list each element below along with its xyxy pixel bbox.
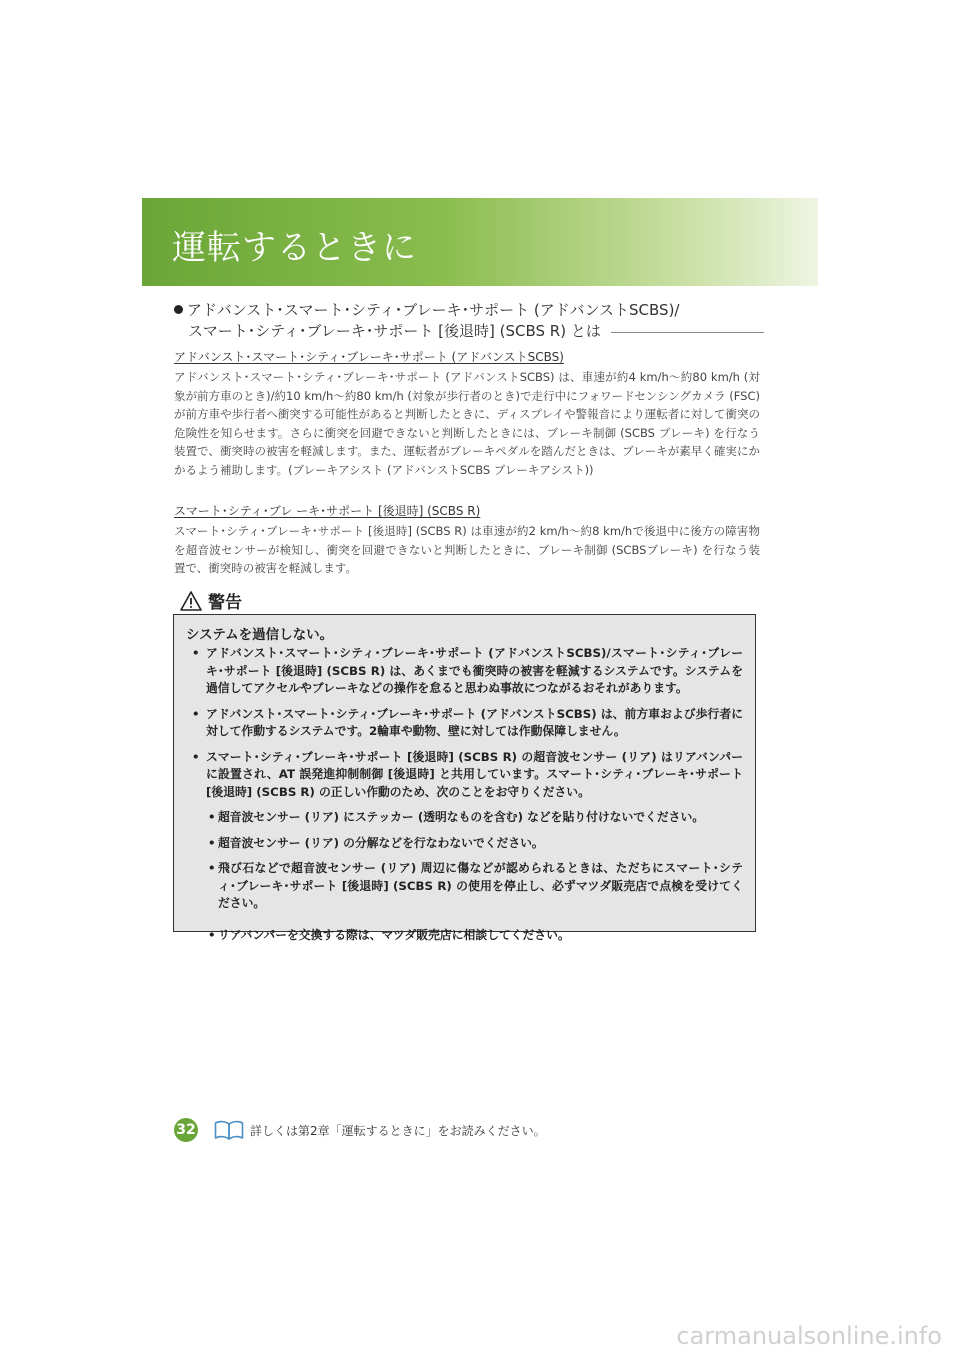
page-number: 32 — [174, 1118, 198, 1142]
paragraph-advanced-scbs: アドバンスト･スマート･シティ･ブレーキ･サポート (アドバンストSCBS) は、車速が約4 km/h〜約80 km/h (対象が前方車のとき)/約10 km/h〜約80 km/h (対象が歩行者のとき)で走行中にフォワードセンシングカメラ (FSC) が前方車や歩行者へ衝突する可能性があると判断したときに、ディスプレイや警報音により運転者に対して衝突の危険性を知らせます。さらに衝突を回避できないと判断したときには、ブレーキ制御 (SCBS ブレーキ) を行なう装置で、衝突時の被害を軽減します。また、運転者がブレーキペダルを踏んだときは、ブレーキが素早く確実にかかるよう補助します。(ブレーキアシスト (アドバンストSCBS ブレーキアシスト)) — [174, 370, 760, 477]
warning-subitem: • 超音波センサー (リア) にステッカー (透明なものを含む) などを貼り付けないでください。 — [186, 809, 743, 827]
warning-label — [180, 588, 242, 613]
bullet-icon — [174, 305, 183, 314]
warning-title: システムを過信しない。 — [186, 627, 334, 643]
warning-subitem: • 超音波センサー (リア) の分解などを行なわないでください。 — [186, 835, 743, 853]
warning-box — [173, 614, 756, 942]
warning-item: • アドバンスト･スマート･シティ･ブレーキ･サポート (アドバンストSCBS)/スマート･シティ･ブレーキ･サポート [後退時] (SCBS R) は、あくまでも衝突時の被害を軽減するシステムです。システムを過信してアクセルやブレーキなどの操作を怠ると思わぬ事故につながるおそれがあります。 — [186, 645, 743, 698]
paragraph-scbs-r: スマート･シティ･ブレーキ･サポート [後退時] (SCBS R) は車速が約2 km/h〜約8 km/hで後退中に後方の障害物を超音波センサーが検知し、衝突を回避できないと判断したときに、ブレーキ制御 (SCBSブレーキ) を行なう装置で、衝突時の被害を軽減します。 — [174, 524, 760, 576]
section-heading-line2: スマート･シティ･ブレーキ･サポート [後退時] (SCBS R) とは — [174, 321, 764, 342]
warning-item: • アドバンスト･スマート･シティ･ブレーキ･サポート (アドバンストSCBS) は、前方車および歩行者に対して作動するシステムです。2輪車や動物、壁に対しては作動保障しません。 — [186, 706, 743, 741]
subhead-scbs-r: スマート･シティ･ブレ ーキ･サポート [後退時] (SCBS R) — [174, 504, 481, 518]
heading-rule — [611, 332, 764, 333]
warning-item: • スマート･シティ･ブレーキ･サポート [後退時] (SCBS R) の超音波センサー (リア) はリアバンパーに設置され、AT 誤発進抑制制御 [後退時] と共用しています。スマート･シティ･ブレーキ･サポート [後退時] (SCBS R) の正しい作動のため、次のことをお守りください。 — [186, 749, 743, 802]
chapter-banner — [142, 198, 818, 286]
watermark: carmanualsonline.info — [676, 1322, 942, 1350]
warning-subitem: • 飛び石などで超音波センサー (リア) 周辺に傷などが認められるときは、ただちにスマート･シティ･ブレーキ･サポート [後退時] (SCBS R) の使用を停止し、必ずマツダ販売店で点検を受けてください。 — [186, 860, 743, 913]
book-icon — [214, 1120, 244, 1140]
warning-label-text: 警告 — [208, 593, 242, 613]
section-heading — [174, 300, 764, 342]
warning-subitem: • リアバンパーを交換する際は、マツダ販売店に相談してください。 — [186, 927, 743, 945]
chapter-title: 運転するときに — [172, 228, 417, 268]
footer-reference-text: 詳しくは第2章「運転するときに」をお読みください。 — [250, 1123, 546, 1138]
subhead-advanced-scbs: アドバンスト･スマート･シティ･ブレーキ･サポート (アドバンストSCBS) — [174, 350, 564, 364]
footer-reference — [214, 1120, 546, 1140]
section-heading-line1: アドバンスト･スマート･シティ･ブレーキ･サポート (アドバンストSCBS)/ — [174, 300, 764, 321]
warning-triangle-icon — [180, 591, 202, 611]
